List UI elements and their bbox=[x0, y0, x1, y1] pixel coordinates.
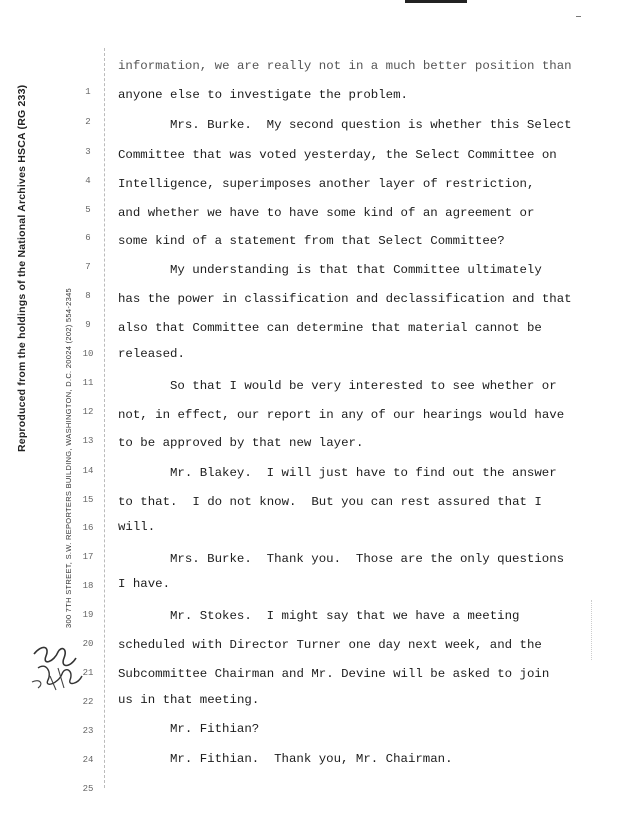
transcript-line: So that I would be very interested to see whether or bbox=[170, 379, 557, 393]
line-number: 25 bbox=[82, 784, 94, 794]
transcript-line: has the power in classification and declassification and that bbox=[118, 292, 572, 306]
margin-rule bbox=[104, 48, 105, 788]
line-number: 6 bbox=[85, 233, 91, 243]
line-number: 9 bbox=[85, 320, 91, 330]
transcript-line: anyone else to investigate the problem. bbox=[118, 88, 408, 102]
line-number: 4 bbox=[85, 176, 91, 186]
transcript-line: also that Committee can determine that material cannot be bbox=[118, 321, 542, 335]
right-margin-rule bbox=[591, 600, 592, 660]
corner-mark bbox=[576, 16, 581, 17]
line-number: 13 bbox=[82, 436, 94, 446]
line-number: 16 bbox=[82, 523, 94, 533]
line-number: 15 bbox=[82, 495, 94, 505]
transcript-line: Mrs. Burke. Thank you. Those are the only questions bbox=[170, 552, 565, 566]
line-number: 22 bbox=[82, 697, 94, 707]
line-number: 3 bbox=[85, 147, 91, 157]
transcript-line: information, we are really not in a much better position than bbox=[118, 59, 572, 73]
line-number: 17 bbox=[82, 552, 94, 562]
line-number: 1 bbox=[85, 87, 91, 97]
line-number: 21 bbox=[82, 668, 94, 678]
transcript-line: Mr. Blakey. I will just have to find out the answer bbox=[170, 466, 557, 480]
transcript-line: Mr. Stokes. I might say that we have a meeting bbox=[170, 609, 520, 623]
transcript-line: us in that meeting. bbox=[118, 693, 260, 707]
line-number: 14 bbox=[82, 466, 94, 476]
handwritten-initials bbox=[28, 638, 86, 694]
transcript-line: will. bbox=[118, 520, 156, 534]
line-number: 18 bbox=[82, 581, 94, 591]
transcript-line: and whether we have to have some kind of an agreement or bbox=[118, 206, 535, 220]
archive-stamp: Reproduced from the holdings of the National Archives HSCA (RG 233) bbox=[16, 84, 28, 452]
transcript-line: Mr. Fithian? bbox=[170, 722, 260, 736]
line-number: 10 bbox=[82, 349, 94, 359]
line-number: 24 bbox=[82, 755, 94, 765]
line-number: 11 bbox=[82, 378, 94, 388]
line-number: 7 bbox=[85, 262, 91, 272]
transcript-line: to that. I do not know. But you can rest assured that I bbox=[118, 495, 542, 509]
top-edge-mark bbox=[405, 0, 467, 3]
transcript-line: My understanding is that that Committee ultimately bbox=[170, 263, 542, 277]
line-number: 12 bbox=[82, 407, 94, 417]
line-number: 20 bbox=[82, 639, 94, 649]
transcript-line: Mr. Fithian. Thank you, Mr. Chairman. bbox=[170, 752, 453, 766]
transcript-line: Committee that was voted yesterday, the Select Committee on bbox=[118, 148, 557, 162]
line-number: 23 bbox=[82, 726, 94, 736]
transcript-line: Mrs. Burke. My second question is whether this Select bbox=[170, 118, 572, 132]
transcript-line: not, in effect, our report in any of our hearings would have bbox=[118, 408, 565, 422]
transcript-line: I have. bbox=[118, 577, 171, 591]
transcript-line: scheduled with Director Turner one day next week, and the bbox=[118, 638, 542, 652]
transcript-line: some kind of a statement from that Select Committee? bbox=[118, 234, 505, 248]
line-number: 19 bbox=[82, 610, 94, 620]
transcript-line: released. bbox=[118, 347, 185, 361]
reporter-address: 300 7TH STREET, S.W. REPORTERS BUILDING, WASHINGTON, D.C. 20024 (202) 554-2345 bbox=[64, 287, 73, 628]
transcript-line: Intelligence, superimposes another layer of restriction, bbox=[118, 177, 535, 191]
line-number: 2 bbox=[85, 117, 91, 127]
transcript-line: to be approved by that new layer. bbox=[118, 436, 364, 450]
line-number: 5 bbox=[85, 205, 91, 215]
transcript-line: Subcommittee Chairman and Mr. Devine will be asked to join bbox=[118, 667, 550, 681]
line-number: 8 bbox=[85, 291, 91, 301]
